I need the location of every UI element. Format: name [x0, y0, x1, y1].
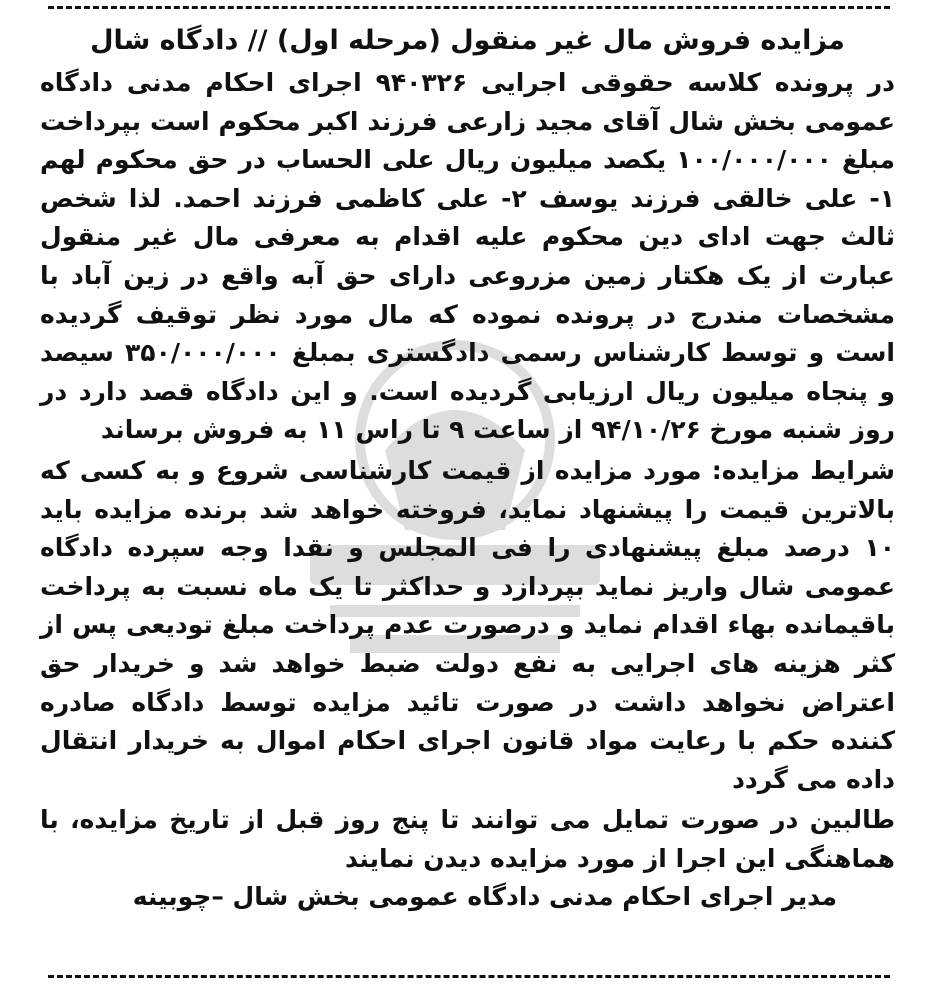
signature-line: مدیر اجرای احکام مدنی دادگاه عمومی بخش شال –چوبینه	[132, 882, 837, 912]
visit-paragraph: طالبین در صورت تمایل می توانند تا پنج روز قبل از تاریخ مزایده، با هماهنگی این اجرا از مورد مزایده دیدن نمایند	[40, 805, 895, 873]
auction-notice	[40, 18, 895, 917]
notice-title: مزایده فروش مال غیر منقول (مرحله اول) // دادگاه شال	[90, 25, 845, 56]
conditions-paragraph: شرایط مزایده: مورد مزایده از قیمت کارشناسی شروع و به کسی که بالاترین قیمت را پیشنهاد نماید، فروخته خواهد شد برنده مزایده باید ۱۰ درصد مبلغ پیشنهادی را فی المجلس و نقدا وجه سپرده دادگاه عمومی شال واریز نماید بپردازد و حداکثر تا یک ماه نسبت به پرداخت باقیمانده بهاء اقدام نماید و درصورت عدم پرداخت مبلغ تودیعی پس از کثر هزینه های اجرایی به نفع دولت ضبط خواهد شد و خریدار حق اعتراض نخواهد داشت در صورت تائید مزایده توسط دادگاه صادره کننده حکم با رعایت مواد قانون اجرای احکام اموال به خریدار انتقال داده می گردد	[40, 455, 895, 794]
case-paragraph: در پرونده کلاسه حقوقی اجرایی ۹۴۰۳۲۶ اجرای احکام مدنی دادگاه عمومی بخش شال آقای مجید زارعی فرزند اکبر محکوم است بپرداخت مبلغ ۱۰۰/۰۰۰/۰۰۰ یکصد میلیون ریال علی الحساب در حق محکوم لهم ۱- علی خالقی فرزند یوسف ۲- علی کاظمی فرزند احمد. لذا شخص ثالث جهت ادای دین محکوم علیه اقدام به معرفی مال غیر منقول عبارت از یک هکتار زمین مزروعی دارای حق آبه واقع در زین آباد با مشخصات مندرج در پرونده نموده که مال مورد نظر توقیف گردیده است و توسط کارشناس رسمی دادگستری بمبلغ ۳۵۰/۰۰۰/۰۰۰ سیصد و پنجاه میلیون ریال ارزیابی گردیده است. و این دادگاه قصد دارد در روز شنبه مورخ ۹۴/۱۰/۲۶ از ساعت ۹ تا راس ۱۱ به فروش برساند	[40, 68, 895, 445]
bottom-dashed-border	[48, 975, 890, 978]
top-dashed-border	[48, 6, 890, 9]
